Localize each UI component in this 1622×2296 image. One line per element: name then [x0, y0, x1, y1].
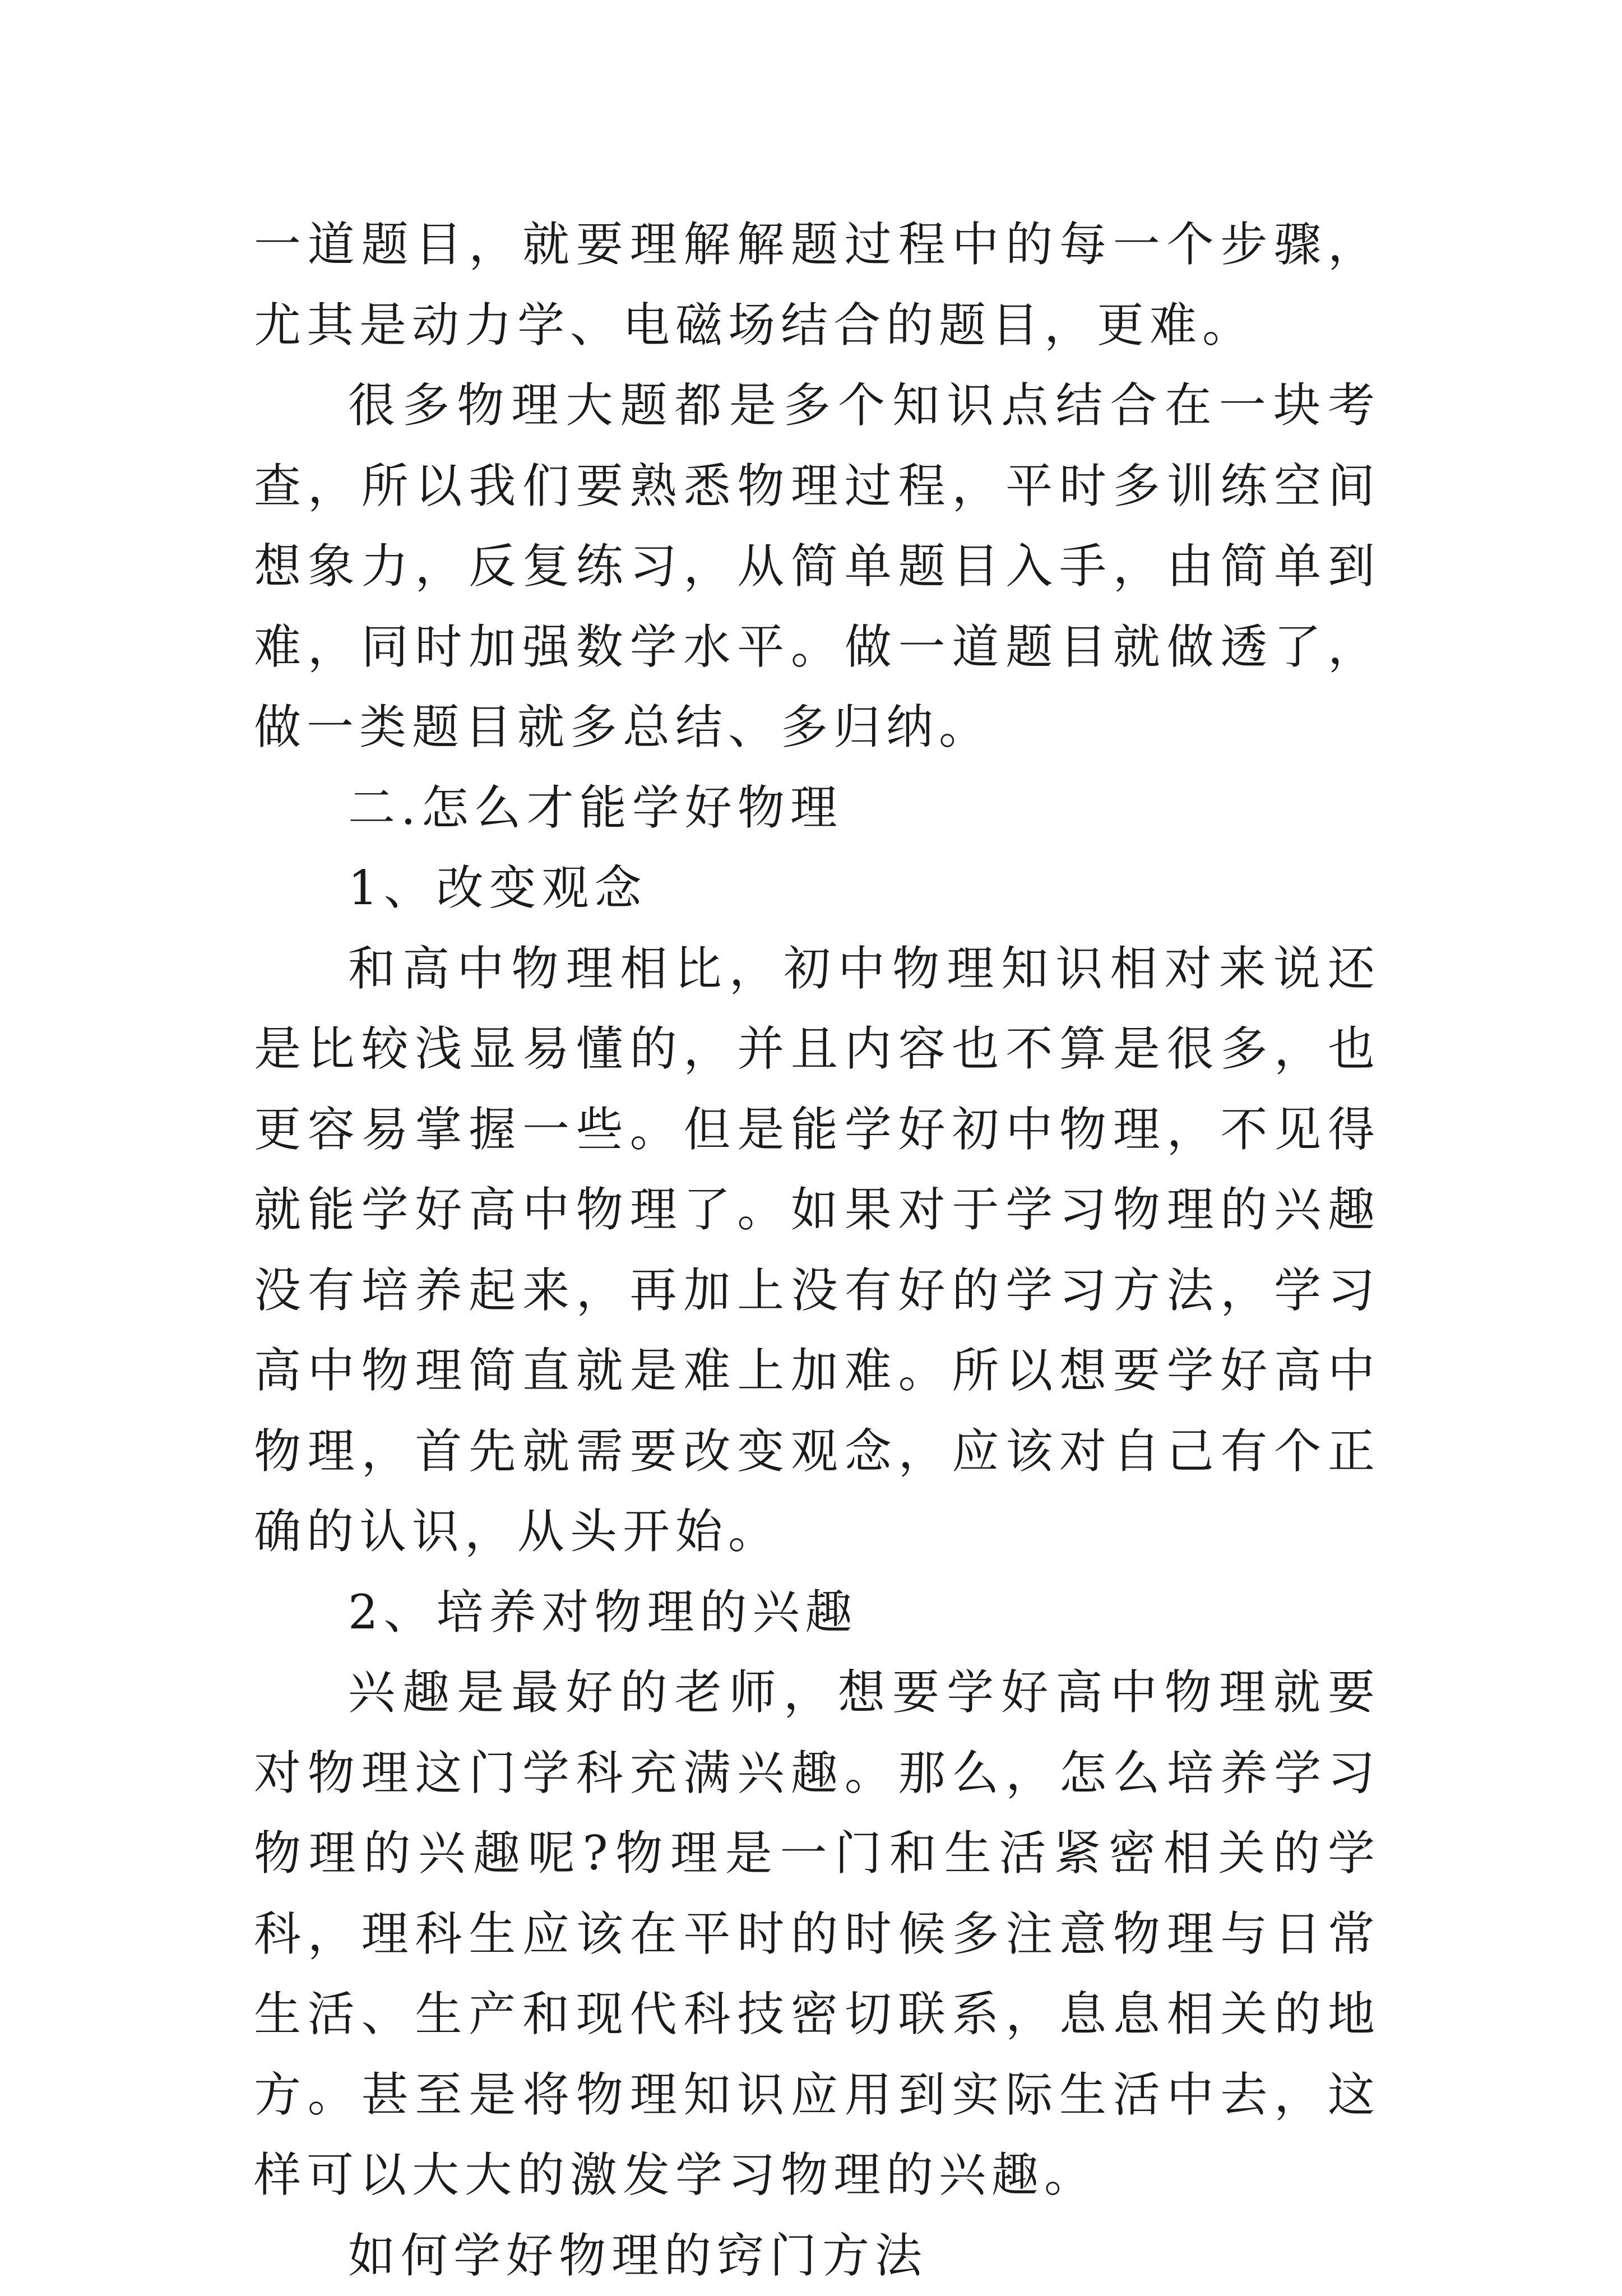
paragraph-physics-problems: 很多物理大题都是多个知识点结合在一块考查，所以我们要熟悉物理过程，平时多训练空间想象力，反复练习，从简单题目入手，由简单到难，同时加强数学水平。做一道题目就做透了，做一类题目就多总结、多归纳。 [254, 365, 1380, 768]
paragraph-cultivate-interest: 兴趣是最好的老师，想要学好高中物理就要对物理这门学科充满兴趣。那么，怎么培养学习物理的兴趣呢?物理是一门和生活紧密相关的学科，理科生应该在平时的时候多注意物理与日常生活、生产和现代科技密切联系，息息相关的地方。甚至是将物理知识应用到实际生活中去，这样可以大大的激发学习物理的兴趣。 [254, 1652, 1380, 2216]
paragraph-change-mindset: 和高中物理相比，初中物理知识相对来说还是比较浅显易懂的，并且内容也不算是很多，也更容易掌握一些。但是能学好初中物理，不见得就能学好高中物理了。如果对于学习物理的兴趣没有培养起来，再加上没有好的学习方法，学习高中物理简直就是难上加难。所以想要学好高中物理，首先就需要改变观念，应该对自己有个正确的认识，从头开始。 [254, 929, 1380, 1572]
document-body [254, 205, 1380, 2296]
section-heading-tips: 如何学好物理的窍门方法 [254, 2216, 1380, 2296]
paragraph-continuation: 一道题目，就要理解解题过程中的每一个步骤，尤其是动力学、电磁场结合的题目，更难。 [254, 205, 1380, 365]
subheading-change-mindset: 1、改变观念 [254, 848, 1380, 929]
section-heading-how-to-learn: 二.怎么才能学好物理 [254, 768, 1380, 849]
subheading-cultivate-interest: 2、培养对物理的兴趣 [254, 1572, 1380, 1653]
